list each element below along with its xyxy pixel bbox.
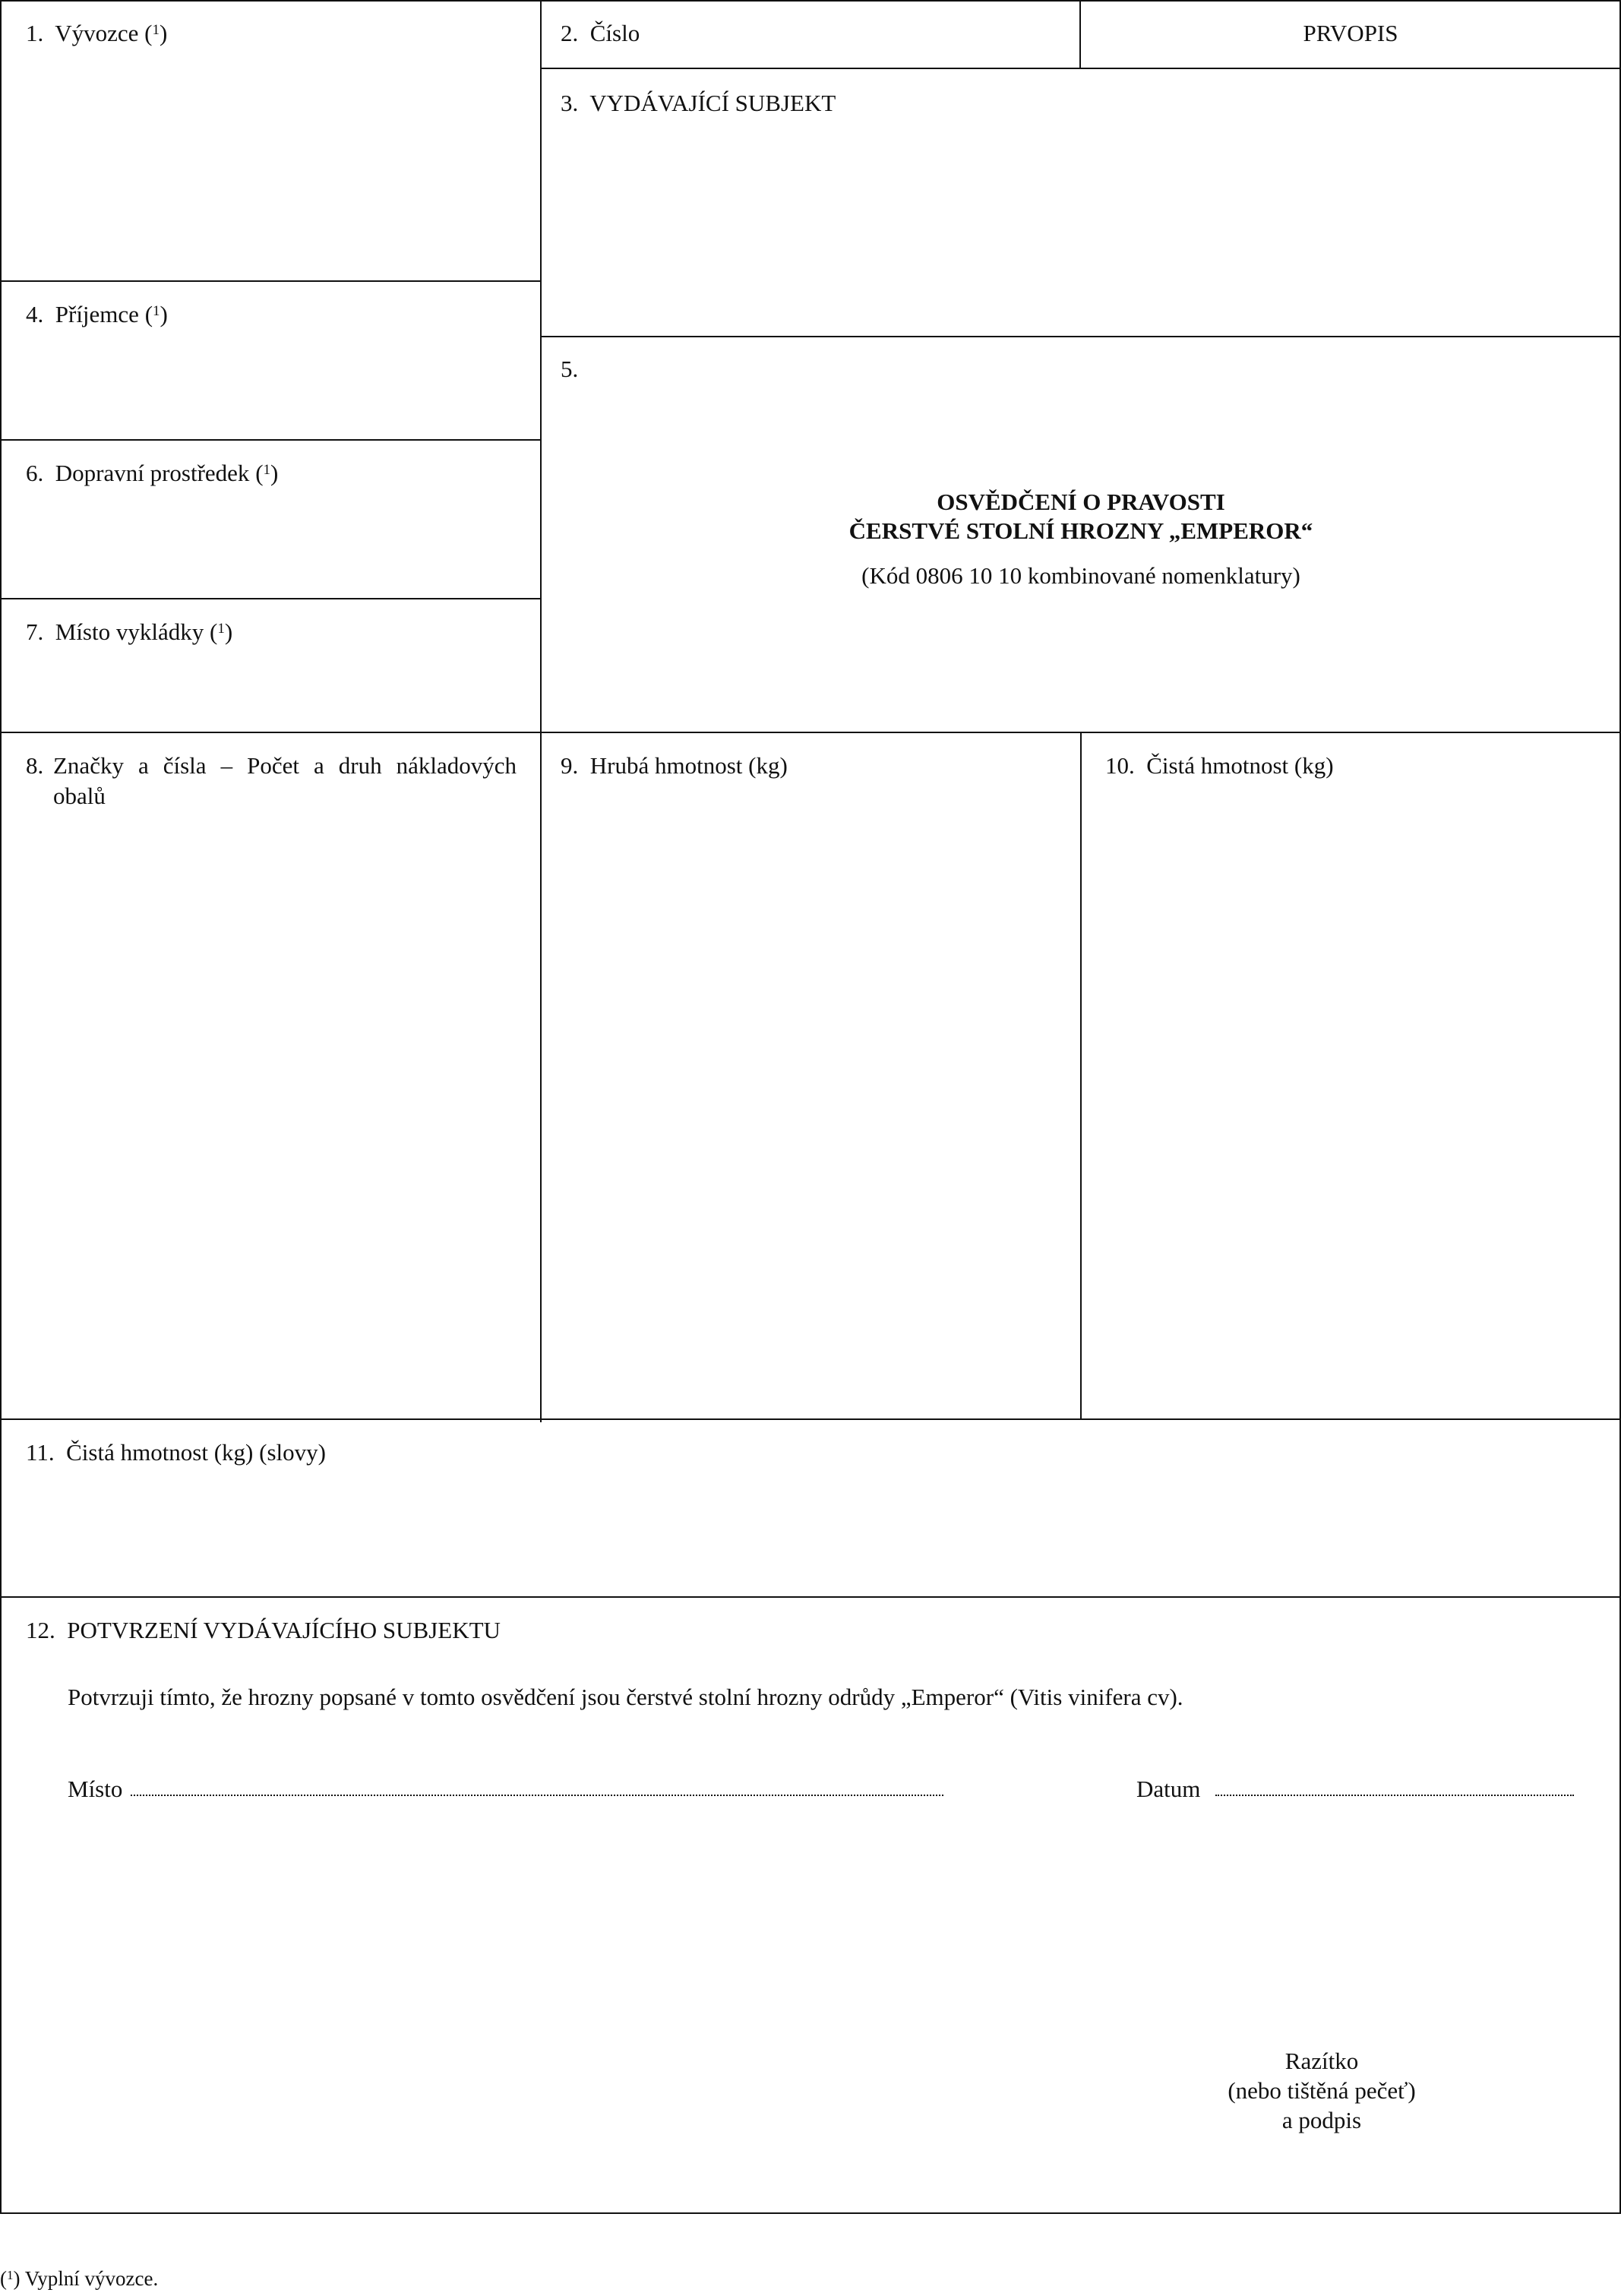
marks-number: 8. (26, 752, 44, 779)
certificate-title-line-1: OSVĚDČENÍ O PRAVOSTI (937, 489, 1225, 515)
exporter-label: Vývozce (55, 20, 139, 46)
unloading-field[interactable] (26, 617, 232, 647)
net-weight-label: Čistá hmotnost (kg) (1146, 752, 1334, 779)
consignee-note-open: ( (144, 301, 153, 327)
transport-note-close: ) (270, 460, 279, 486)
issuing-body-number: 3. (561, 90, 579, 116)
stamp-line-3: a podpis (1281, 2107, 1362, 2133)
consignee-field[interactable] (26, 299, 168, 330)
issuing-body-field[interactable] (561, 88, 836, 119)
confirmation-label: POTVRZENÍ VYDÁVAJÍCÍHO SUBJEKTU (67, 1617, 501, 1643)
bottom-border (0, 2212, 1621, 2214)
footnote (0, 2266, 158, 2291)
transport-note-mark: 1 (263, 462, 271, 478)
transport-number: 6. (26, 460, 44, 486)
number-box-label: Číslo (589, 20, 640, 46)
certificate-subtitle: (Kód 0806 10 10 kombinované nomenklatury) (861, 562, 1300, 589)
exporter-number: 1. (26, 20, 44, 46)
exporter-note-close: ) (159, 20, 168, 46)
unloading-label: Místo vykládky (55, 618, 204, 645)
issuing-body-label: VYDÁVAJÍCÍ SUBJEKT (589, 90, 836, 116)
net-weight-words-field[interactable] (26, 1437, 326, 1468)
top-border (0, 0, 1621, 2)
divider-under-exporter (0, 280, 542, 282)
confirmation-number: 12. (26, 1617, 55, 1643)
consignee-number: 4. (26, 301, 44, 327)
footnote-mark-close: ) (13, 2267, 21, 2290)
divider-left-column (540, 0, 542, 1422)
divider-under-weight-columns (0, 1418, 1621, 1420)
copy-type-label: PRVOPIS (1303, 20, 1398, 46)
unloading-note-close: ) (224, 618, 233, 645)
exporter-field[interactable] (26, 18, 167, 49)
unloading-number: 7. (26, 618, 44, 645)
divider-number-copy (1079, 0, 1081, 68)
divider-under-upper-section (0, 732, 1621, 733)
unloading-note-mark: 1 (217, 621, 225, 637)
divider-under-number (540, 68, 1621, 69)
net-weight-words-label: Čistá hmotnost (kg) (slovy) (66, 1439, 326, 1466)
footnote-text: Vyplní vývozce. (24, 2267, 159, 2290)
divider-under-consignee (0, 439, 542, 441)
divider-weight-columns (1080, 732, 1082, 1420)
stamp-signature-area (1170, 2046, 1474, 2135)
net-weight-words-number: 11. (26, 1439, 55, 1466)
transport-field[interactable] (26, 458, 278, 489)
gross-weight-field[interactable] (561, 751, 788, 781)
date-label: Datum (1136, 1776, 1201, 1802)
gross-weight-label: Hrubá hmotnost (kg) (589, 752, 788, 779)
confirmation-statement: Potvrzuji tímto, že hrozny popsané v tomto osvědčení jsou čerstvé stolní hrozny odrůdy „Emperor“ (Vitis vinifera cv). (68, 1684, 1183, 1710)
marks-label: Značky a čísla – Počet a druh nákladových obalů (53, 752, 517, 809)
consignee-note-close: ) (160, 301, 168, 327)
net-weight-number: 10. (1105, 752, 1135, 779)
stamp-line-2: (nebo tištěná pečeť) (1228, 2077, 1416, 2104)
consignee-note-mark: 1 (153, 303, 160, 319)
consignee-label: Příjemce (55, 301, 139, 327)
unloading-note-open: ( (209, 618, 218, 645)
place-label: Místo (68, 1776, 123, 1802)
divider-under-transport (0, 598, 542, 599)
footnote-mark: 1 (7, 2268, 14, 2282)
marks-field[interactable] (26, 751, 517, 811)
date-input[interactable] (1215, 1790, 1574, 1796)
exporter-note-open: ( (144, 20, 153, 46)
confirmation-heading (26, 1615, 501, 1646)
divider-under-issuing-body (540, 336, 1621, 337)
left-border (0, 0, 2, 2214)
divider-under-net-weight-words (0, 1596, 1621, 1598)
transport-note-open: ( (255, 460, 264, 486)
footnote-mark-open: ( (0, 2267, 7, 2290)
number-field[interactable] (561, 18, 640, 49)
stamp-line-1: Razítko (1284, 2048, 1359, 2074)
certificate-title-line-2: ČERSTVÉ STOLNÍ HROZNY „EMPEROR“ (848, 517, 1313, 544)
exporter-note-mark: 1 (152, 22, 160, 38)
transport-label: Dopravní prostředek (55, 460, 250, 486)
net-weight-field[interactable] (1105, 751, 1334, 781)
certificate-number: 5. (561, 356, 579, 382)
place-input[interactable] (131, 1790, 943, 1796)
number-box-number: 2. (561, 20, 579, 46)
gross-weight-number: 9. (561, 752, 579, 779)
